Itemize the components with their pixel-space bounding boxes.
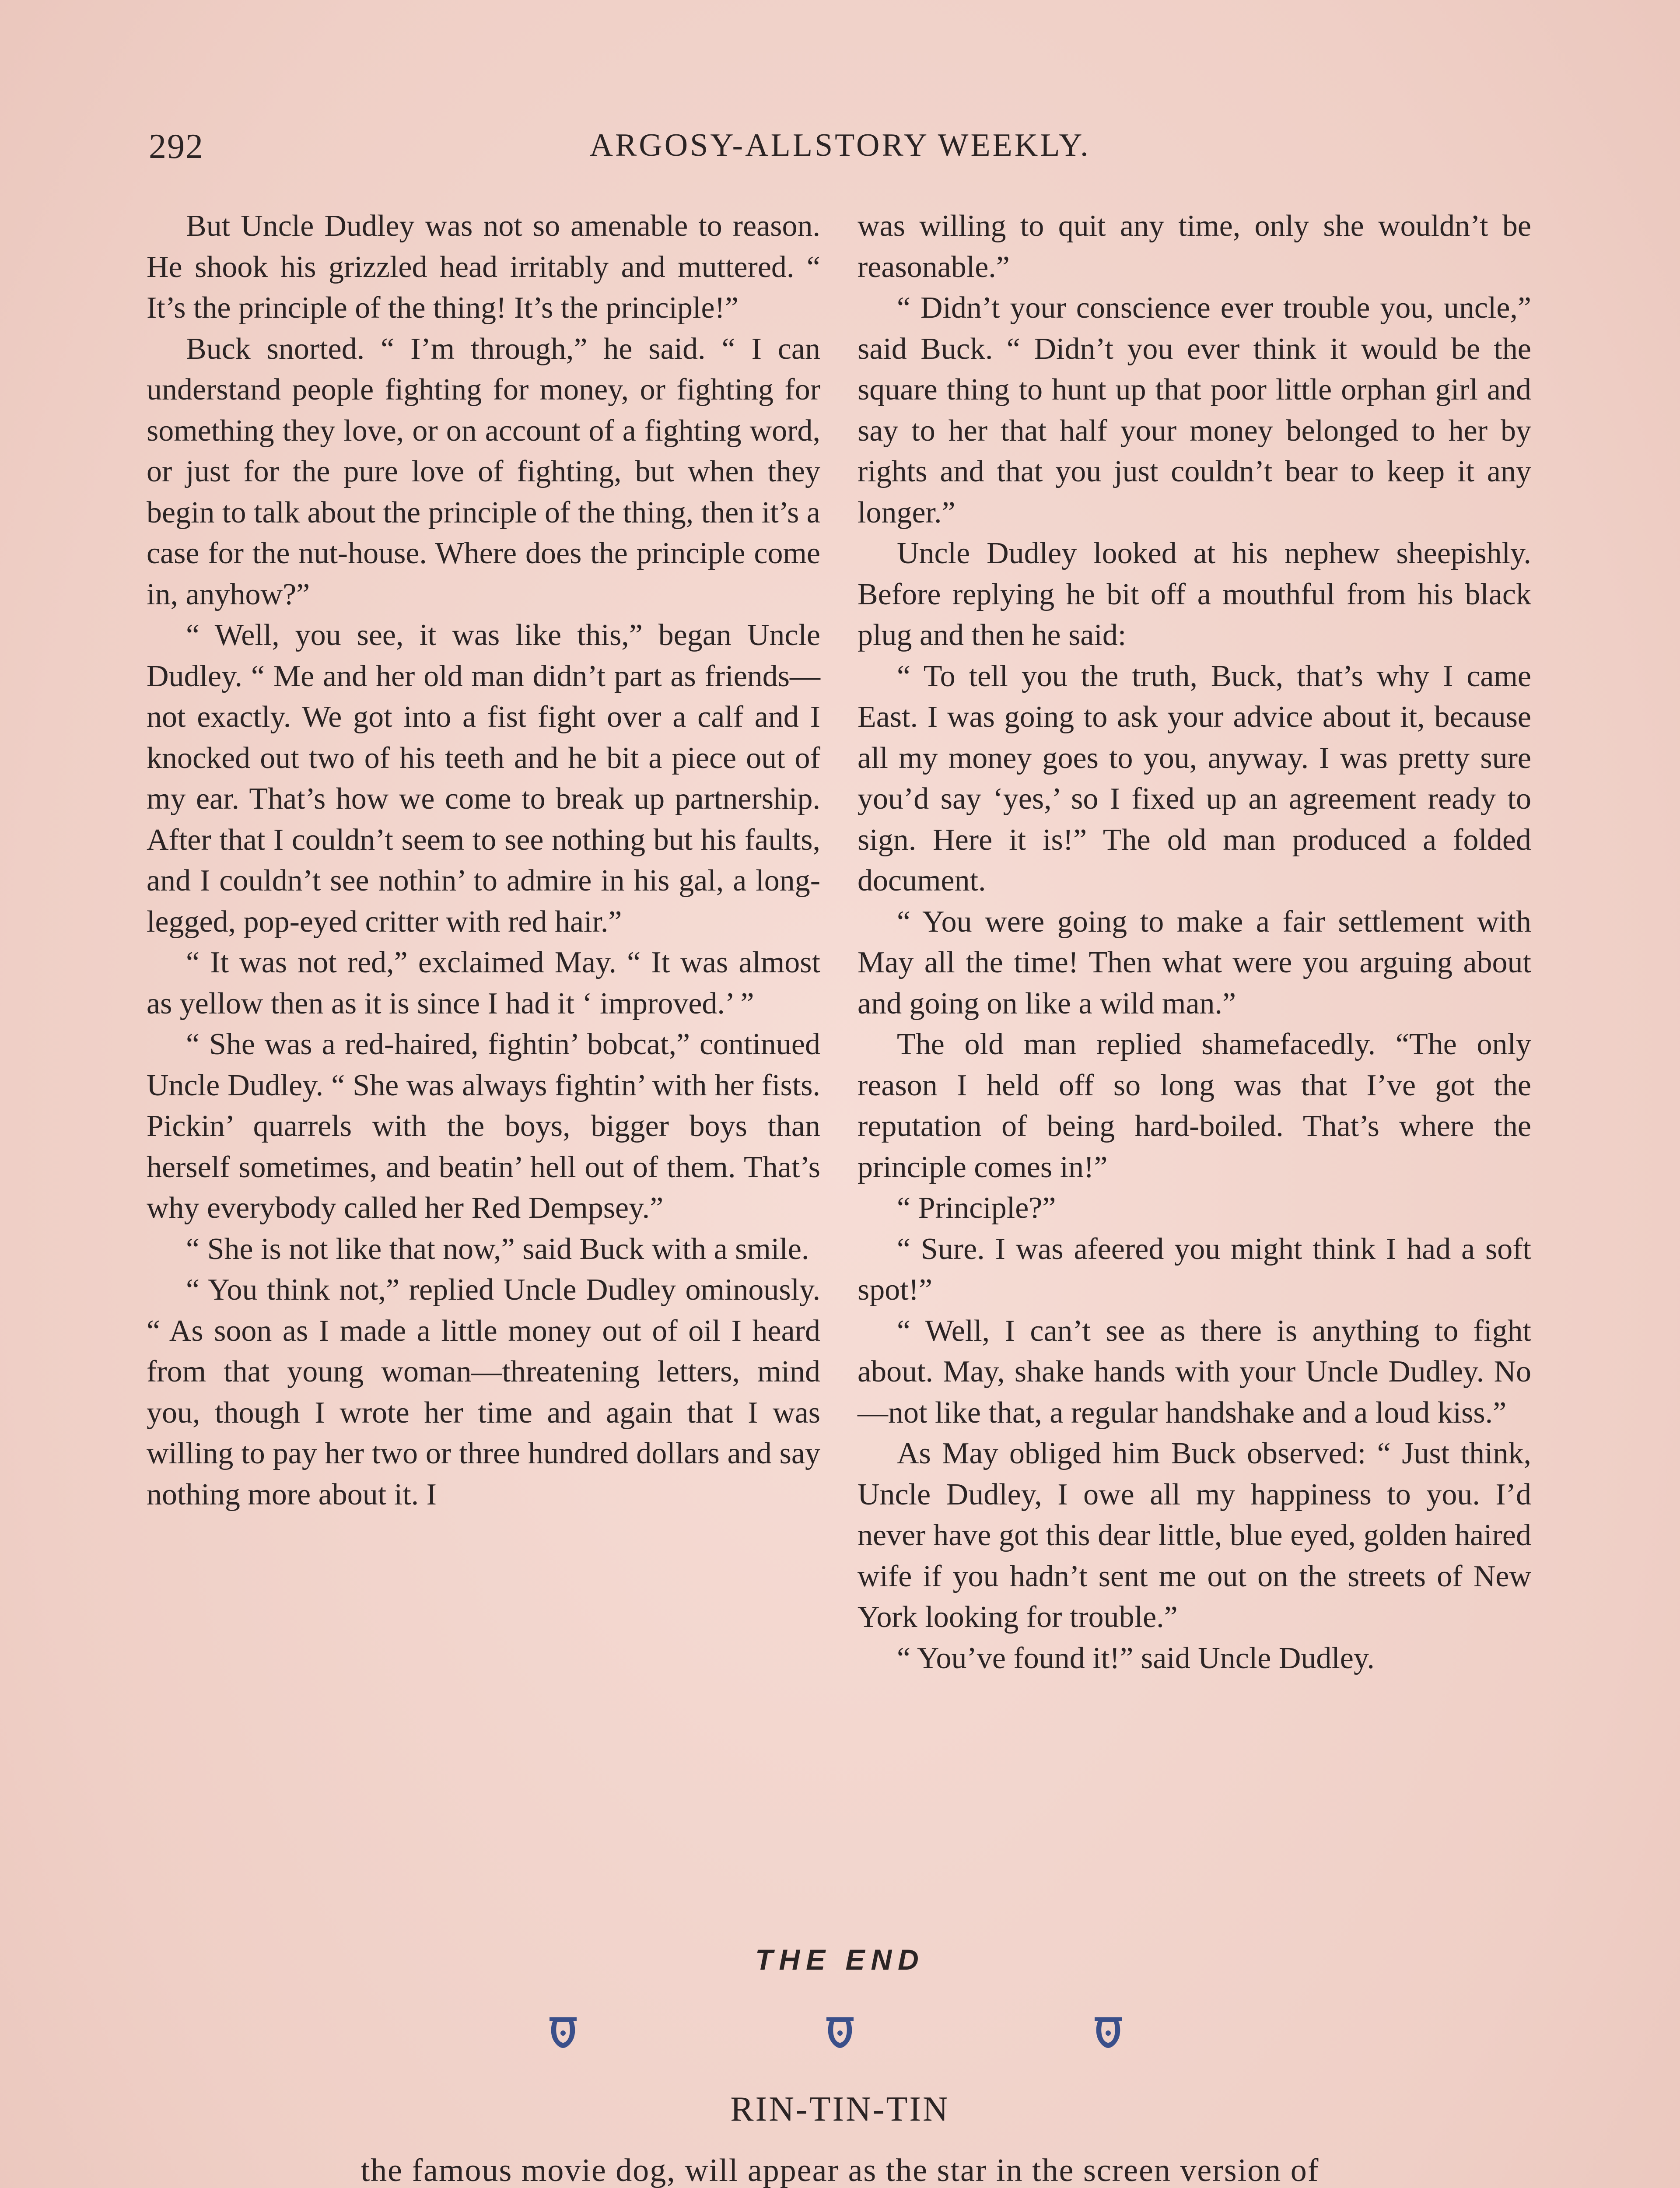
paragraph: But Uncle Dudley was not so amenable to reason. He shook his grizzled head irritably and muttered. “ It’s the principle of the thing! It’s the principle!” [147, 209, 820, 325]
paragraph: Uncle Dudley looked at his nephew sheepishly. Before replying he bit off a mouthful from his black plug and then he said: [858, 536, 1531, 652]
left-column [147, 206, 820, 1515]
paragraph: As May obliged him Buck observed: “ Just think, Uncle Dudley, I owe all my happiness to you. I’d never have got this dear little, blue eyed, golden haired wife if you hadn’t sent me out on the streets of New York looking for trouble.” [858, 1437, 1531, 1634]
horseshoe-ornament-icon [824, 2013, 856, 2051]
paragraph: “ Well, I can’t see as there is anything to fight about. May, shake hands with your Uncle Dudley. No—not like that, a regular handshake and a loud kiss.” [858, 1314, 1531, 1430]
running-head: ARGOSY-ALLSTORY WEEKLY. [589, 127, 1091, 163]
announcement-title: RIN-TIN-TIN [730, 2090, 950, 2128]
paragraph: “ She was a red-haired, fightin’ bobcat,” continued Uncle Dudley. “ She was always fightin’ with her fists. Pickin’ quarrels with the boys, bigger boys than herself sometimes, and beatin’ hell out of them. That’s why everybody called her Red Dempsey.” [147, 1027, 820, 1225]
paragraph: “ To tell you the truth, Buck, that’s why I came East. I was going to ask your advice about it, because all my money goes to you, anyway. I was pretty sure you’d say ‘yes,’ so I fixed up an agreement ready to sign. Here it is!” The old man produced a folded document. [858, 659, 1531, 898]
right-column [858, 206, 1531, 1679]
paragraph: “ She is not like that now,” said Buck with a smile. [186, 1232, 809, 1266]
the-end-label: THE END [755, 1943, 925, 1976]
paragraph: Buck snorted. “ I’m through,” he said. “ I can understand people fighting for money, or fighting for something they love, or on account of a fighting word, or just for the pure love of fighting, but when they begin to talk about the principle of the thing, then it’s a case for the nut-house. Where does the principle come in, anyhow?” [147, 332, 820, 611]
ornament-row [0, 2013, 1680, 2057]
horseshoe-ornament-icon [547, 2013, 579, 2051]
paragraph-continued: was willing to quit any time, only she wouldn’t be reasonable.” [858, 209, 1531, 284]
paragraph: “ Well, you see, it was like this,” began Uncle Dudley. “ Me and her old man didn’t part as friends—not exactly. We got into a fist fight over a calf and I knocked out two of his teeth and he bit a piece out of my ear. That’s how we come to break up partnership. After that I couldn’t seem to see nothing but his faults, and I couldn’t see nothin’ to admire in his gal, a long-legged, pop-eyed critter with red hair.” [147, 618, 820, 939]
page-number: 292 [149, 127, 204, 166]
paragraph: “ You’ve found it!” said Uncle Dudley. [897, 1641, 1375, 1675]
paragraph: The old man replied shamefacedly. “The only reason I held off so long was that I’ve got the reputation of being hard-boiled. That’s where the principle comes in!” [858, 1027, 1531, 1184]
paragraph: “ Didn’t your conscience ever trouble you, uncle,” said Buck. “ Didn’t you ever think it would be the square thing to hunt up that poor little orphan girl and say to her that half your money belonged to her by rights and that you just couldn’t bear to keep it any longer.” [858, 291, 1531, 529]
paragraph: “ Principle?” [897, 1191, 1056, 1225]
paragraph: “ It was not red,” exclaimed May. “ It was almost as yellow then as it is since I had it ‘ improved.’ ” [147, 946, 820, 1020]
paragraph: “ You think not,” replied Uncle Dudley ominously. “ As soon as I made a little money out of oil I heard from that young woman—threatening letters, mind you, though I wrote her time and again that I was willing to pay her two or three hundred dollars and say nothing more about it. I [147, 1273, 820, 1511]
story-columns [147, 206, 1533, 1934]
paragraph: “ Sure. I was afeered you might think I had a soft spot!” [858, 1232, 1531, 1307]
next-week-announcement [0, 2083, 1680, 2188]
announcement-line: the famous movie dog, will appear as the star in the screen version of [360, 2153, 1320, 2188]
horseshoe-ornament-icon [1092, 2013, 1124, 2051]
paragraph: “ You were going to make a fair settlement with May all the time! Then what were you arguing about and going on like a wild man.” [858, 905, 1531, 1020]
page-header [149, 127, 1531, 179]
